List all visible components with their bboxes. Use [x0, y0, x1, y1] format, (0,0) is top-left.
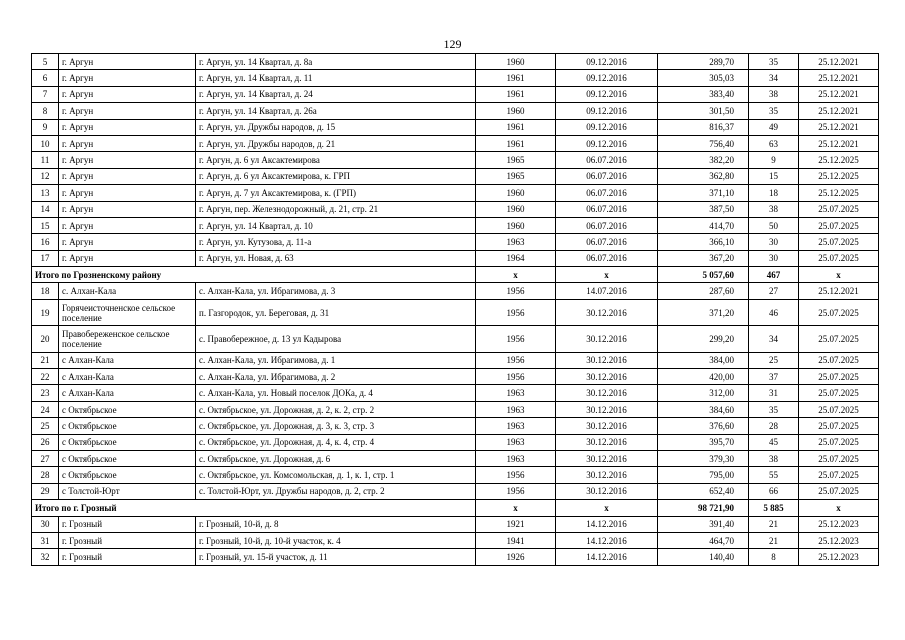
table-row	[32, 418, 879, 434]
row-number-cell: 8	[32, 103, 59, 119]
residents-cell: 21	[749, 516, 799, 532]
area-cell: 756,40	[658, 135, 749, 151]
table-row	[32, 234, 879, 250]
deadline-cell: 25.12.2021	[799, 283, 879, 299]
table-row	[32, 434, 879, 450]
settlement-cell: с Толстой-Юрт	[59, 483, 196, 499]
date-cell: 30.12.2016	[556, 352, 658, 368]
year-cell: 1963	[476, 234, 556, 250]
residents-cell: 45	[749, 434, 799, 450]
address-cell: с. Октябрьское, ул. Дорожная, д. 4, к. 4, стр. 4	[196, 434, 476, 450]
row-number-cell: 5	[32, 54, 59, 70]
deadline-cell: 25.07.2025	[799, 352, 879, 368]
deadline-cell: 25.12.2021	[799, 54, 879, 70]
residents-cell: 30	[749, 250, 799, 266]
residents-cell: 31	[749, 385, 799, 401]
settlement-cell: г. Аргун	[59, 70, 196, 86]
address-cell: г. Аргун, ул. Новая, д. 63	[196, 250, 476, 266]
area-cell: 305,03	[658, 70, 749, 86]
row-number-cell: 30	[32, 516, 59, 532]
year-cell: 1941	[476, 532, 556, 548]
table-row	[32, 299, 879, 325]
subtotal-label: Итого по г. Грозный	[32, 500, 476, 516]
settlement-cell: с Октябрьское	[59, 450, 196, 466]
subtotal-row	[32, 267, 879, 283]
table-row	[32, 549, 879, 565]
settlement-cell: г. Грозный	[59, 549, 196, 565]
residents-cell: 34	[749, 326, 799, 352]
row-number-cell: 12	[32, 168, 59, 184]
year-cell: х	[476, 500, 556, 516]
table-row	[32, 103, 879, 119]
year-cell: 1956	[476, 369, 556, 385]
year-cell: 1960	[476, 201, 556, 217]
deadline-cell: 25.07.2025	[799, 450, 879, 466]
address-cell: с. Алхан-Кала, ул. Ибрагимова, д. 1	[196, 352, 476, 368]
settlement-cell: г. Аргун	[59, 119, 196, 135]
date-cell: 14.12.2016	[556, 532, 658, 548]
deadline-cell: 25.07.2025	[799, 201, 879, 217]
date-cell: 30.12.2016	[556, 467, 658, 483]
residents-cell: 63	[749, 135, 799, 151]
row-number-cell: 11	[32, 152, 59, 168]
address-cell: п. Газгородок, ул. Береговая, д. 31	[196, 299, 476, 325]
residents-cell: 27	[749, 283, 799, 299]
address-cell: г. Аргун, д. 7 ул Аксактемирова, к. (ГРП)	[196, 185, 476, 201]
table-row	[32, 135, 879, 151]
address-cell: с. Алхан-Кала, ул. Ибрагимова, д. 2	[196, 369, 476, 385]
settlement-cell: с Алхан-Кала	[59, 352, 196, 368]
date-cell: 09.12.2016	[556, 119, 658, 135]
table-row	[32, 352, 879, 368]
year-cell: 1956	[476, 352, 556, 368]
date-cell: 30.12.2016	[556, 401, 658, 417]
deadline-cell: 25.12.2021	[799, 86, 879, 102]
row-number-cell: 26	[32, 434, 59, 450]
area-cell: 371,10	[658, 185, 749, 201]
table-row	[32, 185, 879, 201]
year-cell: 1961	[476, 86, 556, 102]
deadline-cell: 25.07.2025	[799, 483, 879, 499]
residents-cell: 30	[749, 234, 799, 250]
row-number-cell: 21	[32, 352, 59, 368]
settlement-cell: г. Аргун	[59, 217, 196, 233]
year-cell: 1961	[476, 135, 556, 151]
address-cell: с. Правобережное, д. 13 ул Кадырова	[196, 326, 476, 352]
area-cell: 652,40	[658, 483, 749, 499]
deadline-cell: 25.12.2025	[799, 152, 879, 168]
date-cell: 30.12.2016	[556, 450, 658, 466]
row-number-cell: 6	[32, 70, 59, 86]
residents-cell: 35	[749, 54, 799, 70]
settlement-cell: г. Аргун	[59, 168, 196, 184]
table-row	[32, 532, 879, 548]
residents-cell: 50	[749, 217, 799, 233]
area-cell: 98 721,90	[658, 500, 749, 516]
table-row	[32, 516, 879, 532]
housing-registry-table	[31, 53, 879, 566]
date-cell: 06.07.2016	[556, 234, 658, 250]
year-cell: 1963	[476, 385, 556, 401]
row-number-cell: 19	[32, 299, 59, 325]
date-cell: 14.12.2016	[556, 516, 658, 532]
year-cell: 1956	[476, 467, 556, 483]
year-cell: 1960	[476, 54, 556, 70]
deadline-cell: 25.07.2025	[799, 250, 879, 266]
year-cell: 1926	[476, 549, 556, 565]
residents-cell: 38	[749, 201, 799, 217]
address-cell: г. Аргун, ул. Кутузова, д. 11-а	[196, 234, 476, 250]
address-cell: г. Аргун, ул. 14 Квартал, д. 10	[196, 217, 476, 233]
date-cell: 09.12.2016	[556, 70, 658, 86]
area-cell: 140,40	[658, 549, 749, 565]
area-cell: 414,70	[658, 217, 749, 233]
row-number-cell: 14	[32, 201, 59, 217]
date-cell: 06.07.2016	[556, 185, 658, 201]
year-cell: 1960	[476, 185, 556, 201]
deadline-cell: 25.07.2025	[799, 369, 879, 385]
residents-cell: 49	[749, 119, 799, 135]
table-row	[32, 467, 879, 483]
deadline-cell: 25.12.2025	[799, 168, 879, 184]
date-cell: 30.12.2016	[556, 385, 658, 401]
residents-cell: 25	[749, 352, 799, 368]
row-number-cell: 7	[32, 86, 59, 102]
residents-cell: 38	[749, 450, 799, 466]
area-cell: 384,00	[658, 352, 749, 368]
deadline-cell: 25.07.2025	[799, 401, 879, 417]
settlement-cell: г. Аргун	[59, 201, 196, 217]
area-cell: 299,20	[658, 326, 749, 352]
row-number-cell: 22	[32, 369, 59, 385]
settlement-cell: г. Аргун	[59, 250, 196, 266]
address-cell: г. Аргун, д. 6 ул Аксактемирова	[196, 152, 476, 168]
deadline-cell: 25.07.2025	[799, 385, 879, 401]
deadline-cell: 25.12.2023	[799, 549, 879, 565]
settlement-cell: с Алхан-Кала	[59, 369, 196, 385]
address-cell: г. Аргун, д. 6 ул Аксактемирова, к. ГРП	[196, 168, 476, 184]
residents-cell: 55	[749, 467, 799, 483]
date-cell: 30.12.2016	[556, 299, 658, 325]
date-cell: 09.12.2016	[556, 54, 658, 70]
deadline-cell: 25.07.2025	[799, 299, 879, 325]
year-cell: 1963	[476, 434, 556, 450]
row-number-cell: 13	[32, 185, 59, 201]
year-cell: 1963	[476, 450, 556, 466]
address-cell: г. Аргун, пер. Железнодорожный, д. 21, стр. 21	[196, 201, 476, 217]
settlement-cell: с Октябрьское	[59, 418, 196, 434]
settlement-cell: г. Аргун	[59, 135, 196, 151]
row-number-cell: 17	[32, 250, 59, 266]
date-cell: 09.12.2016	[556, 135, 658, 151]
settlement-cell: г. Грозный	[59, 532, 196, 548]
deadline-cell: 25.12.2023	[799, 516, 879, 532]
year-cell: 1964	[476, 250, 556, 266]
date-cell: х	[556, 500, 658, 516]
year-cell: 1965	[476, 152, 556, 168]
date-cell: 06.07.2016	[556, 168, 658, 184]
residents-cell: 18	[749, 185, 799, 201]
table-row	[32, 385, 879, 401]
residents-cell: 37	[749, 369, 799, 385]
settlement-cell: с Октябрьское	[59, 434, 196, 450]
year-cell: 1956	[476, 483, 556, 499]
area-cell: 382,20	[658, 152, 749, 168]
table-row	[32, 152, 879, 168]
date-cell: 06.07.2016	[556, 152, 658, 168]
table-row	[32, 483, 879, 499]
settlement-cell: Правобереженское сельское поселение	[59, 326, 196, 352]
table-row	[32, 168, 879, 184]
settlement-cell: с Октябрьское	[59, 467, 196, 483]
deadline-cell: 25.07.2025	[799, 217, 879, 233]
residents-cell: 46	[749, 299, 799, 325]
area-cell: 383,40	[658, 86, 749, 102]
year-cell: 1960	[476, 217, 556, 233]
deadline-cell: 25.07.2025	[799, 434, 879, 450]
settlement-cell: с Алхан-Кала	[59, 385, 196, 401]
address-cell: г. Аргун, ул. 14 Квартал, д. 24	[196, 86, 476, 102]
address-cell: г. Аргун, ул. 14 Квартал, д. 26а	[196, 103, 476, 119]
deadline-cell: 25.12.2021	[799, 103, 879, 119]
area-cell: 301,50	[658, 103, 749, 119]
year-cell: 1961	[476, 70, 556, 86]
table-row	[32, 450, 879, 466]
address-cell: с. Алхан-Кала, ул. Новый поселок ДОКа, д. 4	[196, 385, 476, 401]
residents-cell: 9	[749, 152, 799, 168]
settlement-cell: г. Грозный	[59, 516, 196, 532]
date-cell: 30.12.2016	[556, 434, 658, 450]
residents-cell: 28	[749, 418, 799, 434]
residents-cell: 5 885	[749, 500, 799, 516]
row-number-cell: 25	[32, 418, 59, 434]
table-row	[32, 283, 879, 299]
row-number-cell: 18	[32, 283, 59, 299]
year-cell: 1956	[476, 326, 556, 352]
area-cell: 795,00	[658, 467, 749, 483]
table-row	[32, 401, 879, 417]
area-cell: 287,60	[658, 283, 749, 299]
row-number-cell: 24	[32, 401, 59, 417]
year-cell: 1956	[476, 299, 556, 325]
address-cell: г. Аргун, ул. 14 Квартал, д. 8а	[196, 54, 476, 70]
area-cell: 391,40	[658, 516, 749, 532]
deadline-cell: 25.07.2025	[799, 418, 879, 434]
page-number: 129	[443, 37, 462, 51]
year-cell: х	[476, 267, 556, 283]
settlement-cell: г. Аргун	[59, 86, 196, 102]
deadline-cell: 25.12.2021	[799, 70, 879, 86]
settlement-cell: Горячеисточненское сельское поселение	[59, 299, 196, 325]
settlement-cell: г. Аргун	[59, 152, 196, 168]
address-cell: г. Аргун, ул. 14 Квартал, д. 11	[196, 70, 476, 86]
year-cell: 1921	[476, 516, 556, 532]
address-cell: г. Грозный, 10-й, д. 10-й участок, к. 4	[196, 532, 476, 548]
subtotal-row	[32, 500, 879, 516]
row-number-cell: 20	[32, 326, 59, 352]
residents-cell: 35	[749, 103, 799, 119]
area-cell: 816,37	[658, 119, 749, 135]
residents-cell: 467	[749, 267, 799, 283]
residents-cell: 66	[749, 483, 799, 499]
subtotal-label: Итого по Грозненскому району	[32, 267, 476, 283]
area-cell: 379,30	[658, 450, 749, 466]
address-cell: г. Аргун, ул. Дружбы народов, д. 15	[196, 119, 476, 135]
area-cell: 312,00	[658, 385, 749, 401]
address-cell: с. Октябрьское, ул. Дорожная, д. 6	[196, 450, 476, 466]
area-cell: 376,60	[658, 418, 749, 434]
area-cell: 371,20	[658, 299, 749, 325]
deadline-cell: 25.07.2025	[799, 234, 879, 250]
row-number-cell: 9	[32, 119, 59, 135]
area-cell: 387,50	[658, 201, 749, 217]
year-cell: 1960	[476, 103, 556, 119]
address-cell: с. Октябрьское, ул. Дорожная, д. 2, к. 2, стр. 2	[196, 401, 476, 417]
row-number-cell: 32	[32, 549, 59, 565]
row-number-cell: 23	[32, 385, 59, 401]
table-row	[32, 217, 879, 233]
address-cell: г. Аргун, ул. Дружбы народов, д. 21	[196, 135, 476, 151]
address-cell: с. Толстой-Юрт, ул. Дружбы народов, д. 2, стр. 2	[196, 483, 476, 499]
address-cell: с. Алхан-Кала, ул. Ибрагимова, д. 3	[196, 283, 476, 299]
area-cell: 420,00	[658, 369, 749, 385]
area-cell: 464,70	[658, 532, 749, 548]
residents-cell: 15	[749, 168, 799, 184]
date-cell: 06.07.2016	[556, 217, 658, 233]
area-cell: 289,70	[658, 54, 749, 70]
year-cell: 1961	[476, 119, 556, 135]
table-row	[32, 86, 879, 102]
table-body	[32, 54, 879, 566]
table-row	[32, 70, 879, 86]
year-cell: 1956	[476, 283, 556, 299]
deadline-cell: х	[799, 500, 879, 516]
deadline-cell: 25.12.2021	[799, 135, 879, 151]
deadline-cell: 25.12.2021	[799, 119, 879, 135]
date-cell: 14.07.2016	[556, 283, 658, 299]
settlement-cell: с. Алхан-Кала	[59, 283, 196, 299]
deadline-cell: 25.12.2023	[799, 532, 879, 548]
residents-cell: 21	[749, 532, 799, 548]
table-row	[32, 250, 879, 266]
row-number-cell: 15	[32, 217, 59, 233]
row-number-cell: 10	[32, 135, 59, 151]
date-cell: 06.07.2016	[556, 201, 658, 217]
area-cell: 366,10	[658, 234, 749, 250]
date-cell: 09.12.2016	[556, 103, 658, 119]
date-cell: 14.12.2016	[556, 549, 658, 565]
deadline-cell: 25.07.2025	[799, 326, 879, 352]
area-cell: 362,80	[658, 168, 749, 184]
date-cell: 30.12.2016	[556, 369, 658, 385]
deadline-cell: 25.12.2025	[799, 185, 879, 201]
deadline-cell: х	[799, 267, 879, 283]
settlement-cell: с Октябрьское	[59, 401, 196, 417]
table-row	[32, 326, 879, 352]
area-cell: 384,60	[658, 401, 749, 417]
area-cell: 395,70	[658, 434, 749, 450]
table-row	[32, 54, 879, 70]
residents-cell: 35	[749, 401, 799, 417]
row-number-cell: 29	[32, 483, 59, 499]
address-cell: с. Октябрьское, ул. Комсомольская, д. 1, к. 1, стр. 1	[196, 467, 476, 483]
table-row	[32, 201, 879, 217]
date-cell: 09.12.2016	[556, 86, 658, 102]
year-cell: 1963	[476, 418, 556, 434]
table-row	[32, 119, 879, 135]
settlement-cell: г. Аргун	[59, 103, 196, 119]
year-cell: 1963	[476, 401, 556, 417]
settlement-cell: г. Аргун	[59, 54, 196, 70]
table-row	[32, 369, 879, 385]
area-cell: 5 057,60	[658, 267, 749, 283]
address-cell: г. Грозный, ул. 15-й участок, д. 11	[196, 549, 476, 565]
row-number-cell: 27	[32, 450, 59, 466]
residents-cell: 34	[749, 70, 799, 86]
year-cell: 1965	[476, 168, 556, 184]
row-number-cell: 28	[32, 467, 59, 483]
date-cell: 30.12.2016	[556, 418, 658, 434]
residents-cell: 38	[749, 86, 799, 102]
row-number-cell: 31	[32, 532, 59, 548]
area-cell: 367,20	[658, 250, 749, 266]
address-cell: с. Октябрьское, ул. Дорожная, д. 3, к. 3, стр. 3	[196, 418, 476, 434]
residents-cell: 8	[749, 549, 799, 565]
address-cell: г. Грозный, 10-й, д. 8	[196, 516, 476, 532]
date-cell: 06.07.2016	[556, 250, 658, 266]
settlement-cell: г. Аргун	[59, 234, 196, 250]
date-cell: 30.12.2016	[556, 483, 658, 499]
date-cell: х	[556, 267, 658, 283]
deadline-cell: 25.07.2025	[799, 467, 879, 483]
settlement-cell: г. Аргун	[59, 185, 196, 201]
row-number-cell: 16	[32, 234, 59, 250]
date-cell: 30.12.2016	[556, 326, 658, 352]
